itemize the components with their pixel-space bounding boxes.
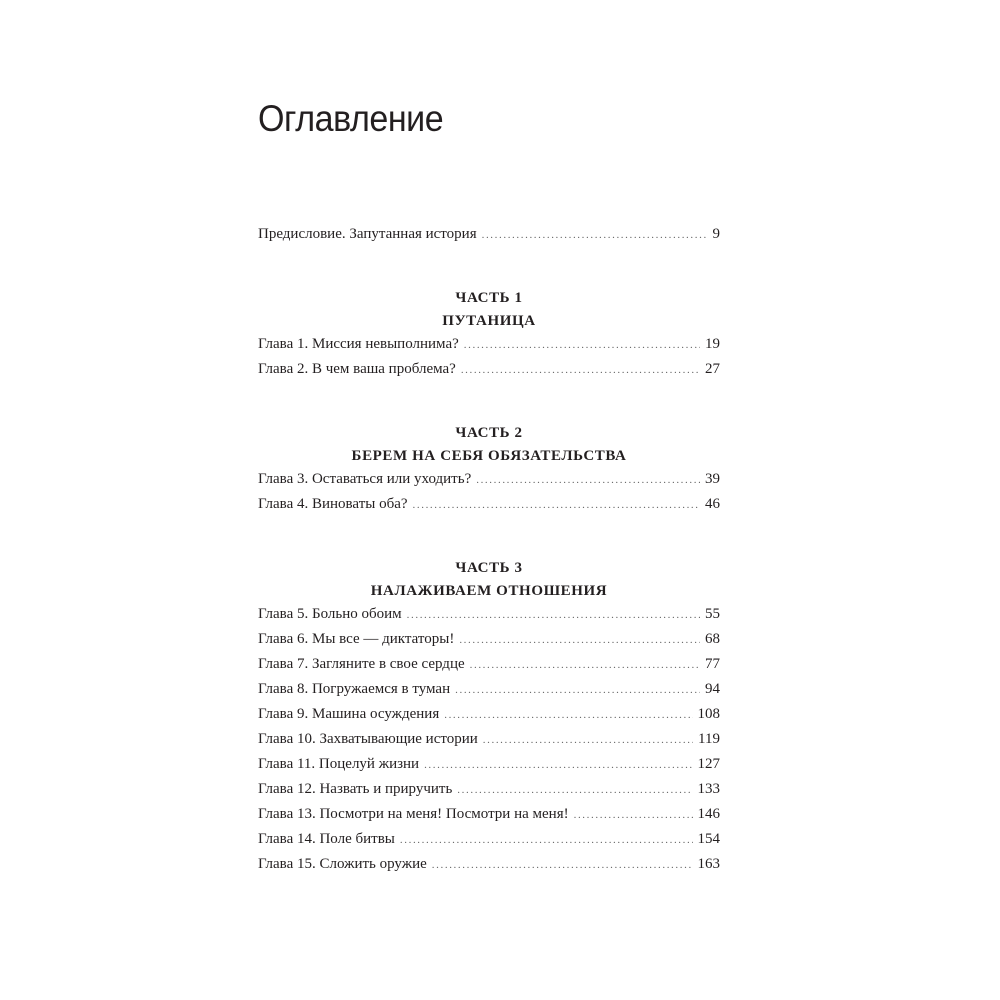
part-3-title: НАЛАЖИВАЕМ ОТНОШЕНИЯ (370, 583, 608, 599)
dot-leader (461, 364, 700, 376)
toc-entry-page: 77 (705, 656, 720, 672)
toc-entry-page: 27 (705, 361, 720, 377)
toc-entry-label: Глава 7. Загляните в свое сердце (258, 656, 465, 672)
dot-leader (432, 859, 693, 871)
toc-entry-chapter-15 (258, 856, 720, 880)
toc-entry-label: Предисловие. Запутанная история (258, 226, 477, 242)
toc-entry-label: Глава 14. Поле битвы (258, 831, 395, 847)
toc-entry-chapter-4 (258, 496, 720, 520)
toc-entry-label: Глава 2. В чем ваша проблема? (258, 361, 456, 377)
toc-entry-chapter-9 (258, 706, 720, 730)
toc-entry-page: 154 (697, 831, 720, 847)
toc-entry-page: 119 (698, 731, 720, 747)
toc-entry-page: 94 (705, 681, 720, 697)
toc-entry-chapter-8 (258, 681, 720, 705)
toc-entry-page: 133 (697, 781, 720, 797)
toc-entry-page: 55 (705, 606, 720, 622)
toc-entry-preface (258, 226, 720, 250)
toc-entry-page: 46 (705, 496, 720, 512)
dot-leader (470, 659, 700, 671)
toc-entry-page: 39 (705, 471, 720, 487)
dot-leader (407, 609, 700, 621)
page-title: Оглавление (258, 98, 444, 139)
part-2-number: ЧАСТЬ 2 (455, 425, 523, 441)
toc-entry-page: 108 (697, 706, 720, 722)
toc-entry-label: Глава 13. Посмотри на меня! Посмотри на меня! (258, 806, 569, 822)
toc-entry-label: Глава 8. Погружаемся в туман (258, 681, 451, 697)
toc-entry-label: Глава 4. Виноваты оба? (258, 496, 408, 512)
dot-leader (483, 734, 693, 746)
dot-leader (464, 339, 700, 351)
toc-entry-chapter-7 (258, 656, 720, 680)
toc-entry-chapter-13 (258, 806, 720, 830)
toc-entry-page: 146 (697, 806, 720, 822)
part-3-number: ЧАСТЬ 3 (455, 560, 523, 576)
dot-leader (574, 809, 693, 821)
dot-leader (482, 229, 708, 241)
toc-entry-label: Глава 12. Назвать и приручить (258, 781, 453, 797)
toc-entry-page: 127 (697, 756, 720, 772)
toc-entry-chapter-5 (258, 606, 720, 630)
toc-entry-label: Глава 10. Захватывающие истории (258, 731, 478, 747)
toc-entry-label: Глава 3. Оставаться или уходить? (258, 471, 472, 487)
toc-entry-chapter-6 (258, 631, 720, 655)
toc-entry-label: Глава 9. Машина осуждения (258, 706, 440, 722)
dot-leader (444, 709, 692, 721)
toc-entry-chapter-2 (258, 361, 720, 385)
toc-entry-label: Глава 5. Больно обоим (258, 606, 402, 622)
dot-leader (459, 634, 700, 646)
toc-entry-chapter-10 (258, 731, 720, 755)
dot-leader (457, 784, 692, 796)
toc-entry-chapter-12 (258, 781, 720, 805)
toc-entry-label: Глава 11. Поцелуй жизни (258, 756, 420, 772)
dot-leader (424, 759, 692, 771)
dot-leader (400, 834, 693, 846)
toc-entry-page: 68 (705, 631, 720, 647)
part-2-title: БЕРЕМ НА СЕБЯ ОБЯЗАТЕЛЬСТВА (351, 448, 627, 464)
toc-entry-chapter-1 (258, 336, 720, 360)
toc-entry-page: 19 (705, 336, 720, 352)
toc-entry-chapter-3 (258, 471, 720, 495)
toc-entry-chapter-14 (258, 831, 720, 855)
toc-entry-label: Глава 1. Миссия невыполнима? (258, 336, 459, 352)
toc-entry-page: 9 (712, 226, 720, 242)
part-1-title: ПУТАНИЦА (442, 313, 536, 329)
dot-leader (413, 499, 700, 511)
toc-entry-chapter-11 (258, 756, 720, 780)
dot-leader (476, 474, 700, 486)
dot-leader (455, 684, 700, 696)
toc-entry-page: 163 (697, 856, 720, 872)
part-1-number: ЧАСТЬ 1 (455, 290, 523, 306)
toc-entry-label: Глава 15. Сложить оружие (258, 856, 427, 872)
toc-entry-label: Глава 6. Мы все — диктаторы! (258, 631, 455, 647)
